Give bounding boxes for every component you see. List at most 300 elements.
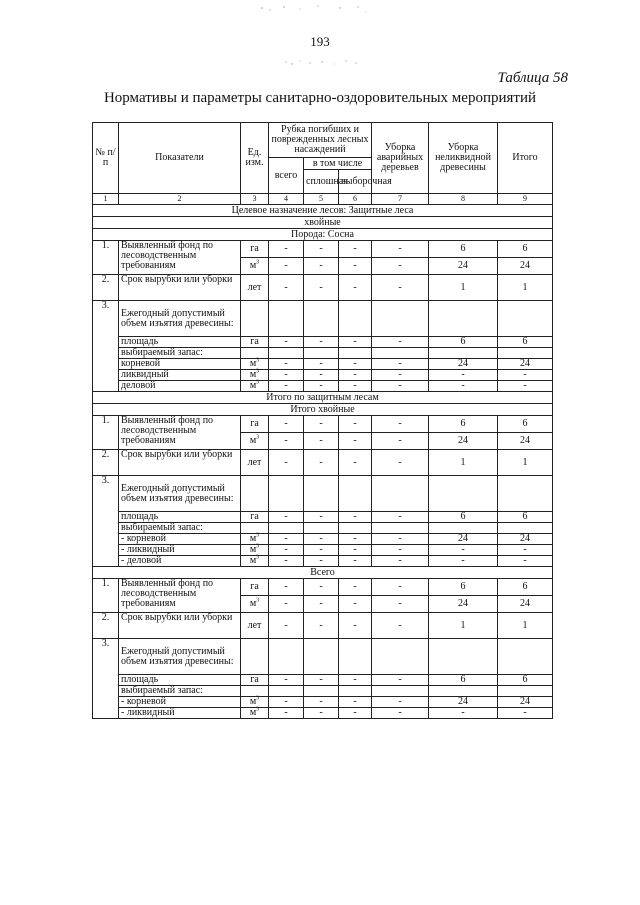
- header-total-all: всего: [269, 158, 304, 194]
- header-num: № п/п: [93, 123, 119, 194]
- empty-cell: [269, 639, 304, 675]
- unit-text: га: [250, 243, 259, 254]
- unit-text: га: [250, 336, 259, 347]
- unit-superscript: 3: [256, 379, 260, 386]
- section-row: [93, 567, 553, 579]
- value-cell: -: [304, 370, 339, 381]
- value-cell: -: [372, 416, 429, 433]
- value-cell: [429, 686, 498, 697]
- value-cell: -: [429, 708, 498, 719]
- unit-superscript: 3: [256, 368, 260, 375]
- unit-cell: [241, 241, 269, 258]
- value-cell: [339, 348, 372, 359]
- row-label: ликвидный: [119, 370, 241, 381]
- table-row: [93, 381, 553, 392]
- row-label: Выявленный фонд по лесоводственным требованиям: [119, 416, 241, 450]
- row-label: Выявленный фонд по лесоводственным требованиям: [119, 579, 241, 613]
- row-label: площадь: [119, 337, 241, 348]
- unit-superscript: 3: [256, 357, 260, 364]
- value-cell: 6: [429, 579, 498, 596]
- table-row: [93, 337, 553, 348]
- value-cell: -: [269, 613, 304, 639]
- row-label: выбираемый запас:: [119, 686, 241, 697]
- section-label: Целевое назначение лесов: Защитные леса: [93, 205, 553, 217]
- value-cell: 6: [429, 416, 498, 433]
- row-number: 2.: [93, 613, 119, 639]
- section-row: [93, 217, 553, 229]
- value-cell: -: [269, 534, 304, 545]
- row-label: корневой: [119, 359, 241, 370]
- row-label: площадь: [119, 675, 241, 686]
- section-row: [93, 392, 553, 404]
- unit-text: м: [249, 544, 257, 555]
- value-cell: -: [372, 337, 429, 348]
- value-cell: -: [372, 450, 429, 476]
- empty-cell: [269, 301, 304, 337]
- unit-text: лет: [247, 281, 262, 293]
- value-cell: 24: [498, 433, 553, 450]
- value-cell: -: [498, 381, 553, 392]
- value-cell: -: [304, 450, 339, 476]
- value-cell: -: [339, 450, 372, 476]
- header-selective: выборочная: [339, 170, 372, 194]
- table-row: [93, 686, 553, 697]
- unit-text: га: [250, 581, 259, 592]
- value-cell: -: [269, 433, 304, 450]
- table-row: [93, 579, 553, 596]
- row-label: Срок вырубки или уборки: [119, 275, 241, 301]
- empty-cell: [304, 639, 339, 675]
- section-label: Порода: Сосна: [93, 229, 553, 241]
- value-cell: -: [339, 675, 372, 686]
- table-row: [93, 301, 553, 337]
- value-cell: [339, 686, 372, 697]
- empty-cell: [339, 476, 372, 512]
- row-label: Срок вырубки или уборки: [119, 450, 241, 476]
- unit-cell: [241, 337, 269, 348]
- value-cell: -: [498, 708, 553, 719]
- value-cell: 6: [429, 675, 498, 686]
- section-row: [93, 404, 553, 416]
- value-cell: -: [372, 258, 429, 275]
- value-cell: 24: [498, 697, 553, 708]
- unit-text: м: [249, 696, 257, 707]
- unit-cell: [241, 381, 269, 392]
- value-cell: -: [339, 381, 372, 392]
- header-indicator: Показатели: [119, 123, 241, 194]
- row-label: - деловой: [119, 556, 241, 567]
- value-cell: [304, 523, 339, 534]
- row-label: - корневой: [119, 534, 241, 545]
- unit-cell: [241, 275, 269, 301]
- value-cell: -: [304, 613, 339, 639]
- value-cell: 24: [429, 359, 498, 370]
- value-cell: [429, 523, 498, 534]
- value-cell: -: [372, 613, 429, 639]
- empty-cell: [498, 639, 553, 675]
- empty-cell: [429, 301, 498, 337]
- value-cell: -: [304, 416, 339, 433]
- table-label: Таблица 58: [497, 70, 568, 86]
- value-cell: -: [304, 556, 339, 567]
- header-including: в том числе: [304, 158, 372, 170]
- header-itogo: Итого: [498, 123, 553, 194]
- value-cell: -: [372, 556, 429, 567]
- value-cell: -: [429, 556, 498, 567]
- norms-table: [92, 122, 553, 719]
- unit-text: м: [249, 260, 257, 271]
- empty-cell: [372, 639, 429, 675]
- value-cell: -: [429, 370, 498, 381]
- section-label: Итого по защитным лесам: [93, 392, 553, 404]
- header-clear: сплошная: [304, 170, 339, 194]
- empty-cell: [339, 301, 372, 337]
- group-label: Ежегодный допустимый объем изъятия древесины:: [119, 301, 241, 337]
- document-title: Нормативы и параметры санитарно-оздоровительных мероприятий: [103, 90, 537, 106]
- value-cell: -: [269, 241, 304, 258]
- table-row: [93, 512, 553, 523]
- value-cell: [304, 686, 339, 697]
- row-label: выбираемый запас:: [119, 348, 241, 359]
- value-cell: -: [339, 416, 372, 433]
- unit-cell: [241, 512, 269, 523]
- row-number: 3.: [93, 639, 119, 719]
- column-number: 6: [339, 194, 372, 205]
- value-cell: [372, 523, 429, 534]
- empty-cell: [429, 476, 498, 512]
- table-row: [93, 639, 553, 675]
- value-cell: 6: [498, 579, 553, 596]
- unit-text: га: [250, 674, 259, 685]
- value-cell: 24: [429, 433, 498, 450]
- table-row: [93, 450, 553, 476]
- value-cell: -: [304, 337, 339, 348]
- value-cell: -: [498, 556, 553, 567]
- table-row: [93, 545, 553, 556]
- unit-cell: [241, 348, 269, 359]
- value-cell: -: [269, 359, 304, 370]
- table-row: [93, 523, 553, 534]
- value-cell: -: [339, 708, 372, 719]
- unit-text: м: [249, 358, 257, 369]
- table-row: [93, 241, 553, 258]
- value-cell: -: [304, 381, 339, 392]
- table-header: [93, 123, 553, 205]
- unit-cell: [241, 613, 269, 639]
- empty-cell: [498, 476, 553, 512]
- row-label: площадь: [119, 512, 241, 523]
- value-cell: -: [269, 556, 304, 567]
- empty-cell: [372, 301, 429, 337]
- value-cell: 6: [429, 241, 498, 258]
- table-row: [93, 675, 553, 686]
- value-cell: [339, 523, 372, 534]
- page-number: 193: [310, 34, 330, 49]
- value-cell: -: [269, 596, 304, 613]
- value-cell: 6: [498, 241, 553, 258]
- value-cell: 24: [498, 359, 553, 370]
- group-label: Ежегодный допустимый объем изъятия древесины:: [119, 639, 241, 675]
- unit-cell: [241, 450, 269, 476]
- header-felling: Рубка погибших и поврежденных лесных насаждений: [269, 123, 372, 158]
- empty-cell: [241, 301, 269, 337]
- row-label: деловой: [119, 381, 241, 392]
- unit-text: м: [249, 533, 257, 544]
- table-row: [93, 556, 553, 567]
- value-cell: [429, 348, 498, 359]
- column-number: 2: [119, 194, 241, 205]
- row-number: 1.: [93, 579, 119, 613]
- row-number: 1.: [93, 416, 119, 450]
- section-row: [93, 205, 553, 217]
- value-cell: 6: [498, 675, 553, 686]
- unit-cell: [241, 556, 269, 567]
- value-cell: 24: [429, 697, 498, 708]
- value-cell: [498, 523, 553, 534]
- column-number: 4: [269, 194, 304, 205]
- value-cell: [372, 348, 429, 359]
- value-cell: -: [269, 708, 304, 719]
- unit-superscript: 3: [256, 259, 260, 266]
- value-cell: -: [339, 337, 372, 348]
- value-cell: 6: [429, 512, 498, 523]
- value-cell: -: [304, 675, 339, 686]
- value-cell: -: [339, 545, 372, 556]
- column-number: 3: [241, 194, 269, 205]
- value-cell: -: [339, 613, 372, 639]
- unit-cell: [241, 545, 269, 556]
- unit-superscript: 3: [256, 434, 260, 441]
- unit-text: м: [249, 380, 257, 391]
- table-row: [93, 275, 553, 301]
- table-row: [93, 476, 553, 512]
- section-row: [93, 229, 553, 241]
- unit-cell: [241, 675, 269, 686]
- value-cell: -: [269, 675, 304, 686]
- value-cell: 1: [429, 613, 498, 639]
- value-cell: -: [304, 258, 339, 275]
- value-cell: [372, 686, 429, 697]
- unit-superscript: 3: [256, 532, 260, 539]
- value-cell: 6: [498, 512, 553, 523]
- unit-cell: [241, 708, 269, 719]
- column-number: 8: [429, 194, 498, 205]
- value-cell: -: [372, 675, 429, 686]
- unit-text: м: [249, 369, 257, 380]
- unit-cell: [241, 416, 269, 433]
- header-unit: Ед. изм.: [241, 123, 269, 194]
- unit-cell: [241, 686, 269, 697]
- value-cell: -: [339, 512, 372, 523]
- value-cell: -: [339, 241, 372, 258]
- unit-text: лет: [247, 619, 262, 631]
- row-number: 2.: [93, 450, 119, 476]
- value-cell: [269, 348, 304, 359]
- value-cell: 24: [429, 258, 498, 275]
- unit-superscript: 3: [256, 543, 260, 550]
- value-cell: -: [372, 545, 429, 556]
- table-body: [93, 205, 553, 719]
- unit-text: м: [249, 435, 257, 446]
- unit-cell: [241, 697, 269, 708]
- unit-cell: [241, 258, 269, 275]
- value-cell: -: [304, 512, 339, 523]
- value-cell: -: [304, 697, 339, 708]
- unit-cell: [241, 534, 269, 545]
- value-cell: 6: [498, 416, 553, 433]
- value-cell: -: [339, 258, 372, 275]
- value-cell: 1: [429, 450, 498, 476]
- column-number: 9: [498, 194, 553, 205]
- value-cell: -: [304, 545, 339, 556]
- value-cell: -: [372, 381, 429, 392]
- value-cell: 1: [498, 275, 553, 301]
- value-cell: 24: [429, 534, 498, 545]
- value-cell: 24: [498, 534, 553, 545]
- value-cell: -: [372, 275, 429, 301]
- table-row: [93, 370, 553, 381]
- group-label: Ежегодный допустимый объем изъятия древесины:: [119, 476, 241, 512]
- unit-cell: [241, 433, 269, 450]
- column-number-row: [93, 194, 553, 205]
- value-cell: -: [269, 450, 304, 476]
- empty-cell: [269, 476, 304, 512]
- value-cell: -: [339, 534, 372, 545]
- value-cell: -: [304, 275, 339, 301]
- row-number: 2.: [93, 275, 119, 301]
- row-number: 1.: [93, 241, 119, 275]
- value-cell: -: [339, 359, 372, 370]
- empty-cell: [429, 639, 498, 675]
- value-cell: -: [339, 697, 372, 708]
- unit-superscript: 3: [256, 554, 260, 561]
- value-cell: -: [304, 579, 339, 596]
- value-cell: 1: [498, 613, 553, 639]
- row-label: - ликвидный: [119, 545, 241, 556]
- unit-text: м: [249, 598, 257, 609]
- value-cell: -: [269, 258, 304, 275]
- value-cell: -: [269, 697, 304, 708]
- unit-text: м: [249, 555, 257, 566]
- table-row: [93, 359, 553, 370]
- row-number: 3.: [93, 301, 119, 392]
- row-label: - ликвидный: [119, 708, 241, 719]
- empty-cell: [498, 301, 553, 337]
- value-cell: -: [304, 433, 339, 450]
- section-label: хвойные: [93, 217, 553, 229]
- value-cell: -: [372, 579, 429, 596]
- value-cell: 24: [429, 596, 498, 613]
- column-number: 7: [372, 194, 429, 205]
- row-label: Выявленный фонд по лесоводственным требованиям: [119, 241, 241, 275]
- unit-cell: [241, 579, 269, 596]
- value-cell: 1: [498, 450, 553, 476]
- value-cell: -: [269, 579, 304, 596]
- column-number: 1: [93, 194, 119, 205]
- unit-text: га: [250, 511, 259, 522]
- empty-cell: [304, 301, 339, 337]
- value-cell: -: [304, 241, 339, 258]
- empty-cell: [304, 476, 339, 512]
- value-cell: -: [339, 370, 372, 381]
- section-label: Итого хвойные: [93, 404, 553, 416]
- table-row: [93, 416, 553, 433]
- value-cell: -: [269, 275, 304, 301]
- header-cleanup-illiquid: Уборка неликвидной древесины: [429, 123, 498, 194]
- value-cell: -: [498, 370, 553, 381]
- empty-cell: [241, 476, 269, 512]
- value-cell: -: [372, 697, 429, 708]
- row-label: - корневой: [119, 697, 241, 708]
- value-cell: [269, 523, 304, 534]
- value-cell: 6: [429, 337, 498, 348]
- section-label: Всего: [93, 567, 553, 579]
- value-cell: [304, 348, 339, 359]
- value-cell: -: [339, 433, 372, 450]
- empty-cell: [241, 639, 269, 675]
- value-cell: -: [269, 545, 304, 556]
- unit-cell: [241, 596, 269, 613]
- unit-superscript: 3: [256, 695, 260, 702]
- value-cell: -: [429, 381, 498, 392]
- value-cell: -: [372, 534, 429, 545]
- value-cell: -: [498, 545, 553, 556]
- column-number: 5: [304, 194, 339, 205]
- value-cell: 24: [498, 596, 553, 613]
- value-cell: -: [269, 370, 304, 381]
- value-cell: -: [372, 596, 429, 613]
- value-cell: [498, 686, 553, 697]
- value-cell: -: [339, 579, 372, 596]
- value-cell: -: [372, 241, 429, 258]
- value-cell: 1: [429, 275, 498, 301]
- value-cell: 24: [498, 258, 553, 275]
- value-cell: -: [269, 512, 304, 523]
- row-label: Срок вырубки или уборки: [119, 613, 241, 639]
- value-cell: -: [339, 556, 372, 567]
- value-cell: -: [269, 337, 304, 348]
- value-cell: -: [339, 275, 372, 301]
- unit-text: м: [249, 707, 257, 718]
- value-cell: -: [339, 596, 372, 613]
- value-cell: -: [269, 416, 304, 433]
- unit-text: га: [250, 418, 259, 429]
- header-cleanup-emergency: Уборка аварийных деревьев: [372, 123, 429, 194]
- value-cell: -: [372, 370, 429, 381]
- unit-superscript: 3: [256, 597, 260, 604]
- value-cell: -: [372, 433, 429, 450]
- unit-cell: [241, 370, 269, 381]
- unit-cell: [241, 523, 269, 534]
- value-cell: -: [304, 534, 339, 545]
- unit-cell: [241, 359, 269, 370]
- value-cell: [269, 686, 304, 697]
- value-cell: -: [304, 359, 339, 370]
- value-cell: -: [269, 381, 304, 392]
- value-cell: 6: [498, 337, 553, 348]
- table-row: [93, 348, 553, 359]
- empty-cell: [372, 476, 429, 512]
- table-row: [93, 708, 553, 719]
- unit-text: лет: [247, 456, 262, 468]
- value-cell: -: [429, 545, 498, 556]
- value-cell: -: [304, 708, 339, 719]
- table-row: [93, 534, 553, 545]
- row-number: 3.: [93, 476, 119, 567]
- value-cell: [498, 348, 553, 359]
- value-cell: -: [372, 512, 429, 523]
- unit-superscript: 3: [256, 706, 260, 713]
